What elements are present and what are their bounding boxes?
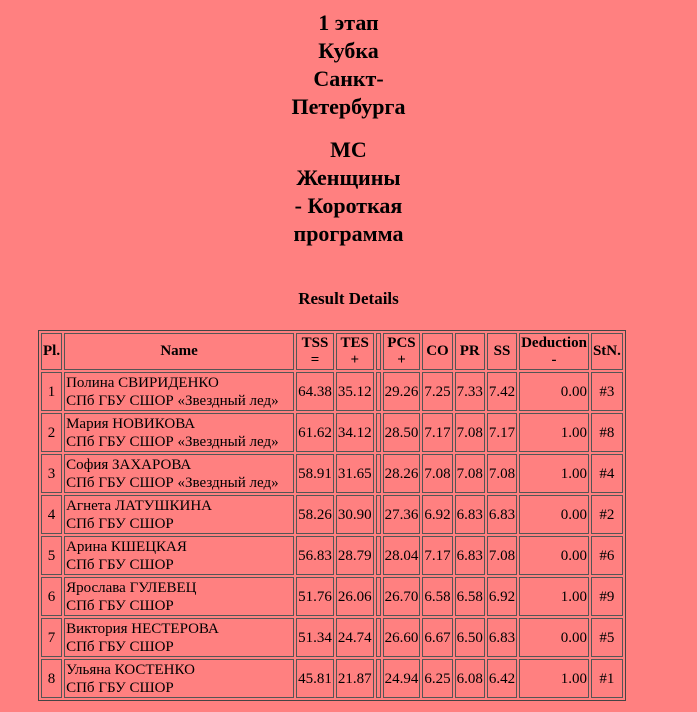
- ss-cell: 6.42: [487, 659, 517, 698]
- event-title: [279, 0, 419, 121]
- header-pcs-label: PCS: [387, 334, 416, 351]
- deduction-cell: 1.00: [519, 413, 589, 452]
- header-deduction: [519, 333, 589, 370]
- tss-cell: 58.91: [296, 454, 334, 493]
- start-number-cell: #9: [591, 577, 623, 616]
- spacer-cell: [376, 536, 381, 575]
- co-cell: 6.25: [422, 659, 452, 698]
- ss-cell: 6.83: [487, 618, 517, 657]
- skater-cell: [64, 413, 294, 452]
- header-tss-op: =: [310, 351, 320, 368]
- tes-cell: 34.12: [336, 413, 374, 452]
- co-cell: 7.17: [422, 536, 452, 575]
- tss-cell: 64.38: [296, 372, 334, 411]
- start-number-cell: #2: [591, 495, 623, 534]
- skater-club: СПб ГБУ СШОР «Звездный лед»: [66, 474, 279, 491]
- skater-name: Виктория НЕСТЕРОВА: [66, 620, 219, 637]
- results-body: [41, 372, 623, 698]
- spacer-cell: [376, 413, 381, 452]
- skater-name: Арина КШЕЦКАЯ: [66, 538, 187, 555]
- pcs-cell: 27.36: [383, 495, 421, 534]
- start-number-cell: #8: [591, 413, 623, 452]
- pcs-cell: 24.94: [383, 659, 421, 698]
- place-cell: 3: [41, 454, 62, 493]
- section-title: Result Details: [298, 289, 399, 308]
- event-title-line: Санкт-: [313, 66, 384, 91]
- tes-cell: 26.06: [336, 577, 374, 616]
- place-cell: 6: [41, 577, 62, 616]
- header-ss: SS: [487, 333, 517, 370]
- co-cell: 7.08: [422, 454, 452, 493]
- co-cell: 6.92: [422, 495, 452, 534]
- pcs-cell: 28.50: [383, 413, 421, 452]
- ss-cell: 7.42: [487, 372, 517, 411]
- deduction-cell: 1.00: [519, 577, 589, 616]
- start-number-cell: #6: [591, 536, 623, 575]
- tes-cell: 28.79: [336, 536, 374, 575]
- skater-cell: [64, 659, 294, 698]
- header-name: Name: [64, 333, 294, 370]
- deduction-cell: 1.00: [519, 659, 589, 698]
- event-title-line: 1 этап: [318, 10, 379, 35]
- deduction-cell: 0.00: [519, 495, 589, 534]
- start-number-cell: #5: [591, 618, 623, 657]
- tss-cell: 61.62: [296, 413, 334, 452]
- tes-cell: 35.12: [336, 372, 374, 411]
- table-row: [41, 372, 623, 411]
- pr-cell: 6.58: [455, 577, 485, 616]
- spacer-cell: [376, 659, 381, 698]
- skater-name: Ярослава ГУЛЕВЕЦ: [66, 579, 197, 596]
- co-cell: 6.67: [422, 618, 452, 657]
- table-row: [41, 536, 623, 575]
- place-cell: 4: [41, 495, 62, 534]
- header-tss-label: TSS: [301, 334, 329, 351]
- header-co: CO: [422, 333, 452, 370]
- table-row: [41, 495, 623, 534]
- category-title: [279, 136, 419, 248]
- deduction-cell: 1.00: [519, 454, 589, 493]
- skater-name: Агнета ЛАТУШКИНА: [66, 497, 213, 514]
- skater-club: СПб ГБУ СШОР «Звездный лед»: [66, 392, 279, 409]
- spacer-cell: [376, 577, 381, 616]
- header-pcs: [383, 333, 421, 370]
- skater-club: СПб ГБУ СШОР: [66, 515, 174, 532]
- pr-cell: 7.08: [455, 454, 485, 493]
- tss-cell: 51.34: [296, 618, 334, 657]
- header-tes: [336, 333, 374, 370]
- ss-cell: 6.92: [487, 577, 517, 616]
- header-pr: PR: [455, 333, 485, 370]
- event-title-line: Петербурга: [291, 94, 406, 119]
- ss-cell: 7.08: [487, 454, 517, 493]
- event-title-line: Кубка: [318, 38, 379, 63]
- pr-cell: 7.33: [455, 372, 485, 411]
- spacer-cell: [376, 495, 381, 534]
- table-row: [41, 659, 623, 698]
- header-pl: Pl.: [41, 333, 62, 370]
- header-deduction-op: -: [551, 351, 557, 368]
- skater-cell: [64, 372, 294, 411]
- spacer-cell: [376, 454, 381, 493]
- tes-cell: 24.74: [336, 618, 374, 657]
- skater-club: СПб ГБУ СШОР: [66, 597, 174, 614]
- place-cell: 7: [41, 618, 62, 657]
- skater-club: СПб ГБУ СШОР «Звездный лед»: [66, 433, 279, 450]
- place-cell: 2: [41, 413, 62, 452]
- pcs-cell: 29.26: [383, 372, 421, 411]
- table-row: [41, 618, 623, 657]
- start-number-cell: #1: [591, 659, 623, 698]
- ss-cell: 7.17: [487, 413, 517, 452]
- category-title-line: Женщины: [296, 165, 401, 190]
- skater-name: Ульяна КОСТЕНКО: [66, 661, 195, 678]
- header-stn: StN.: [591, 333, 623, 370]
- deduction-cell: 0.00: [519, 618, 589, 657]
- table-row: [41, 454, 623, 493]
- category-title-line: МС: [330, 137, 367, 162]
- skater-cell: [64, 454, 294, 493]
- spacer-cell: [376, 618, 381, 657]
- tss-cell: 45.81: [296, 659, 334, 698]
- tss-cell: 51.76: [296, 577, 334, 616]
- tes-cell: 30.90: [336, 495, 374, 534]
- skater-cell: [64, 618, 294, 657]
- header-tes-op: +: [350, 351, 359, 368]
- pr-cell: 6.08: [455, 659, 485, 698]
- tes-cell: 31.65: [336, 454, 374, 493]
- start-number-cell: #3: [591, 372, 623, 411]
- header-tes-label: TES: [340, 334, 369, 351]
- header-deduction-label: Deduction: [521, 334, 587, 351]
- table-row: [41, 413, 623, 452]
- pr-cell: 6.50: [455, 618, 485, 657]
- pr-cell: 6.83: [455, 495, 485, 534]
- skater-club: СПб ГБУ СШОР: [66, 638, 174, 655]
- co-cell: 6.58: [422, 577, 452, 616]
- skater-name: Мария НОВИКОВА: [66, 415, 196, 432]
- co-cell: 7.25: [422, 372, 452, 411]
- skater-name: София ЗАХАРОВА: [66, 456, 192, 473]
- tss-cell: 58.26: [296, 495, 334, 534]
- tes-cell: 21.87: [336, 659, 374, 698]
- co-cell: 7.17: [422, 413, 452, 452]
- pcs-cell: 28.26: [383, 454, 421, 493]
- header-pcs-op: +: [397, 351, 406, 368]
- header-spacer: [376, 333, 381, 370]
- category-title-line: программа: [293, 221, 404, 246]
- deduction-cell: 0.00: [519, 372, 589, 411]
- pcs-cell: 26.70: [383, 577, 421, 616]
- deduction-cell: 0.00: [519, 536, 589, 575]
- header-row: [41, 333, 623, 370]
- ss-cell: 7.08: [487, 536, 517, 575]
- results-table: [38, 330, 626, 701]
- place-cell: 1: [41, 372, 62, 411]
- skater-cell: [64, 495, 294, 534]
- skater-cell: [64, 536, 294, 575]
- header-tss: [296, 333, 334, 370]
- ss-cell: 6.83: [487, 495, 517, 534]
- skater-club: СПб ГБУ СШОР: [66, 679, 174, 696]
- pcs-cell: 28.04: [383, 536, 421, 575]
- table-row: [41, 577, 623, 616]
- skater-cell: [64, 577, 294, 616]
- spacer-cell: [376, 372, 381, 411]
- pcs-cell: 26.60: [383, 618, 421, 657]
- skater-name: Полина СВИРИДЕНКО: [66, 374, 219, 391]
- skater-club: СПб ГБУ СШОР: [66, 556, 174, 573]
- pr-cell: 6.83: [455, 536, 485, 575]
- category-title-line: - Короткая: [294, 193, 403, 218]
- place-cell: 8: [41, 659, 62, 698]
- pr-cell: 7.08: [455, 413, 485, 452]
- tss-cell: 56.83: [296, 536, 334, 575]
- place-cell: 5: [41, 536, 62, 575]
- start-number-cell: #4: [591, 454, 623, 493]
